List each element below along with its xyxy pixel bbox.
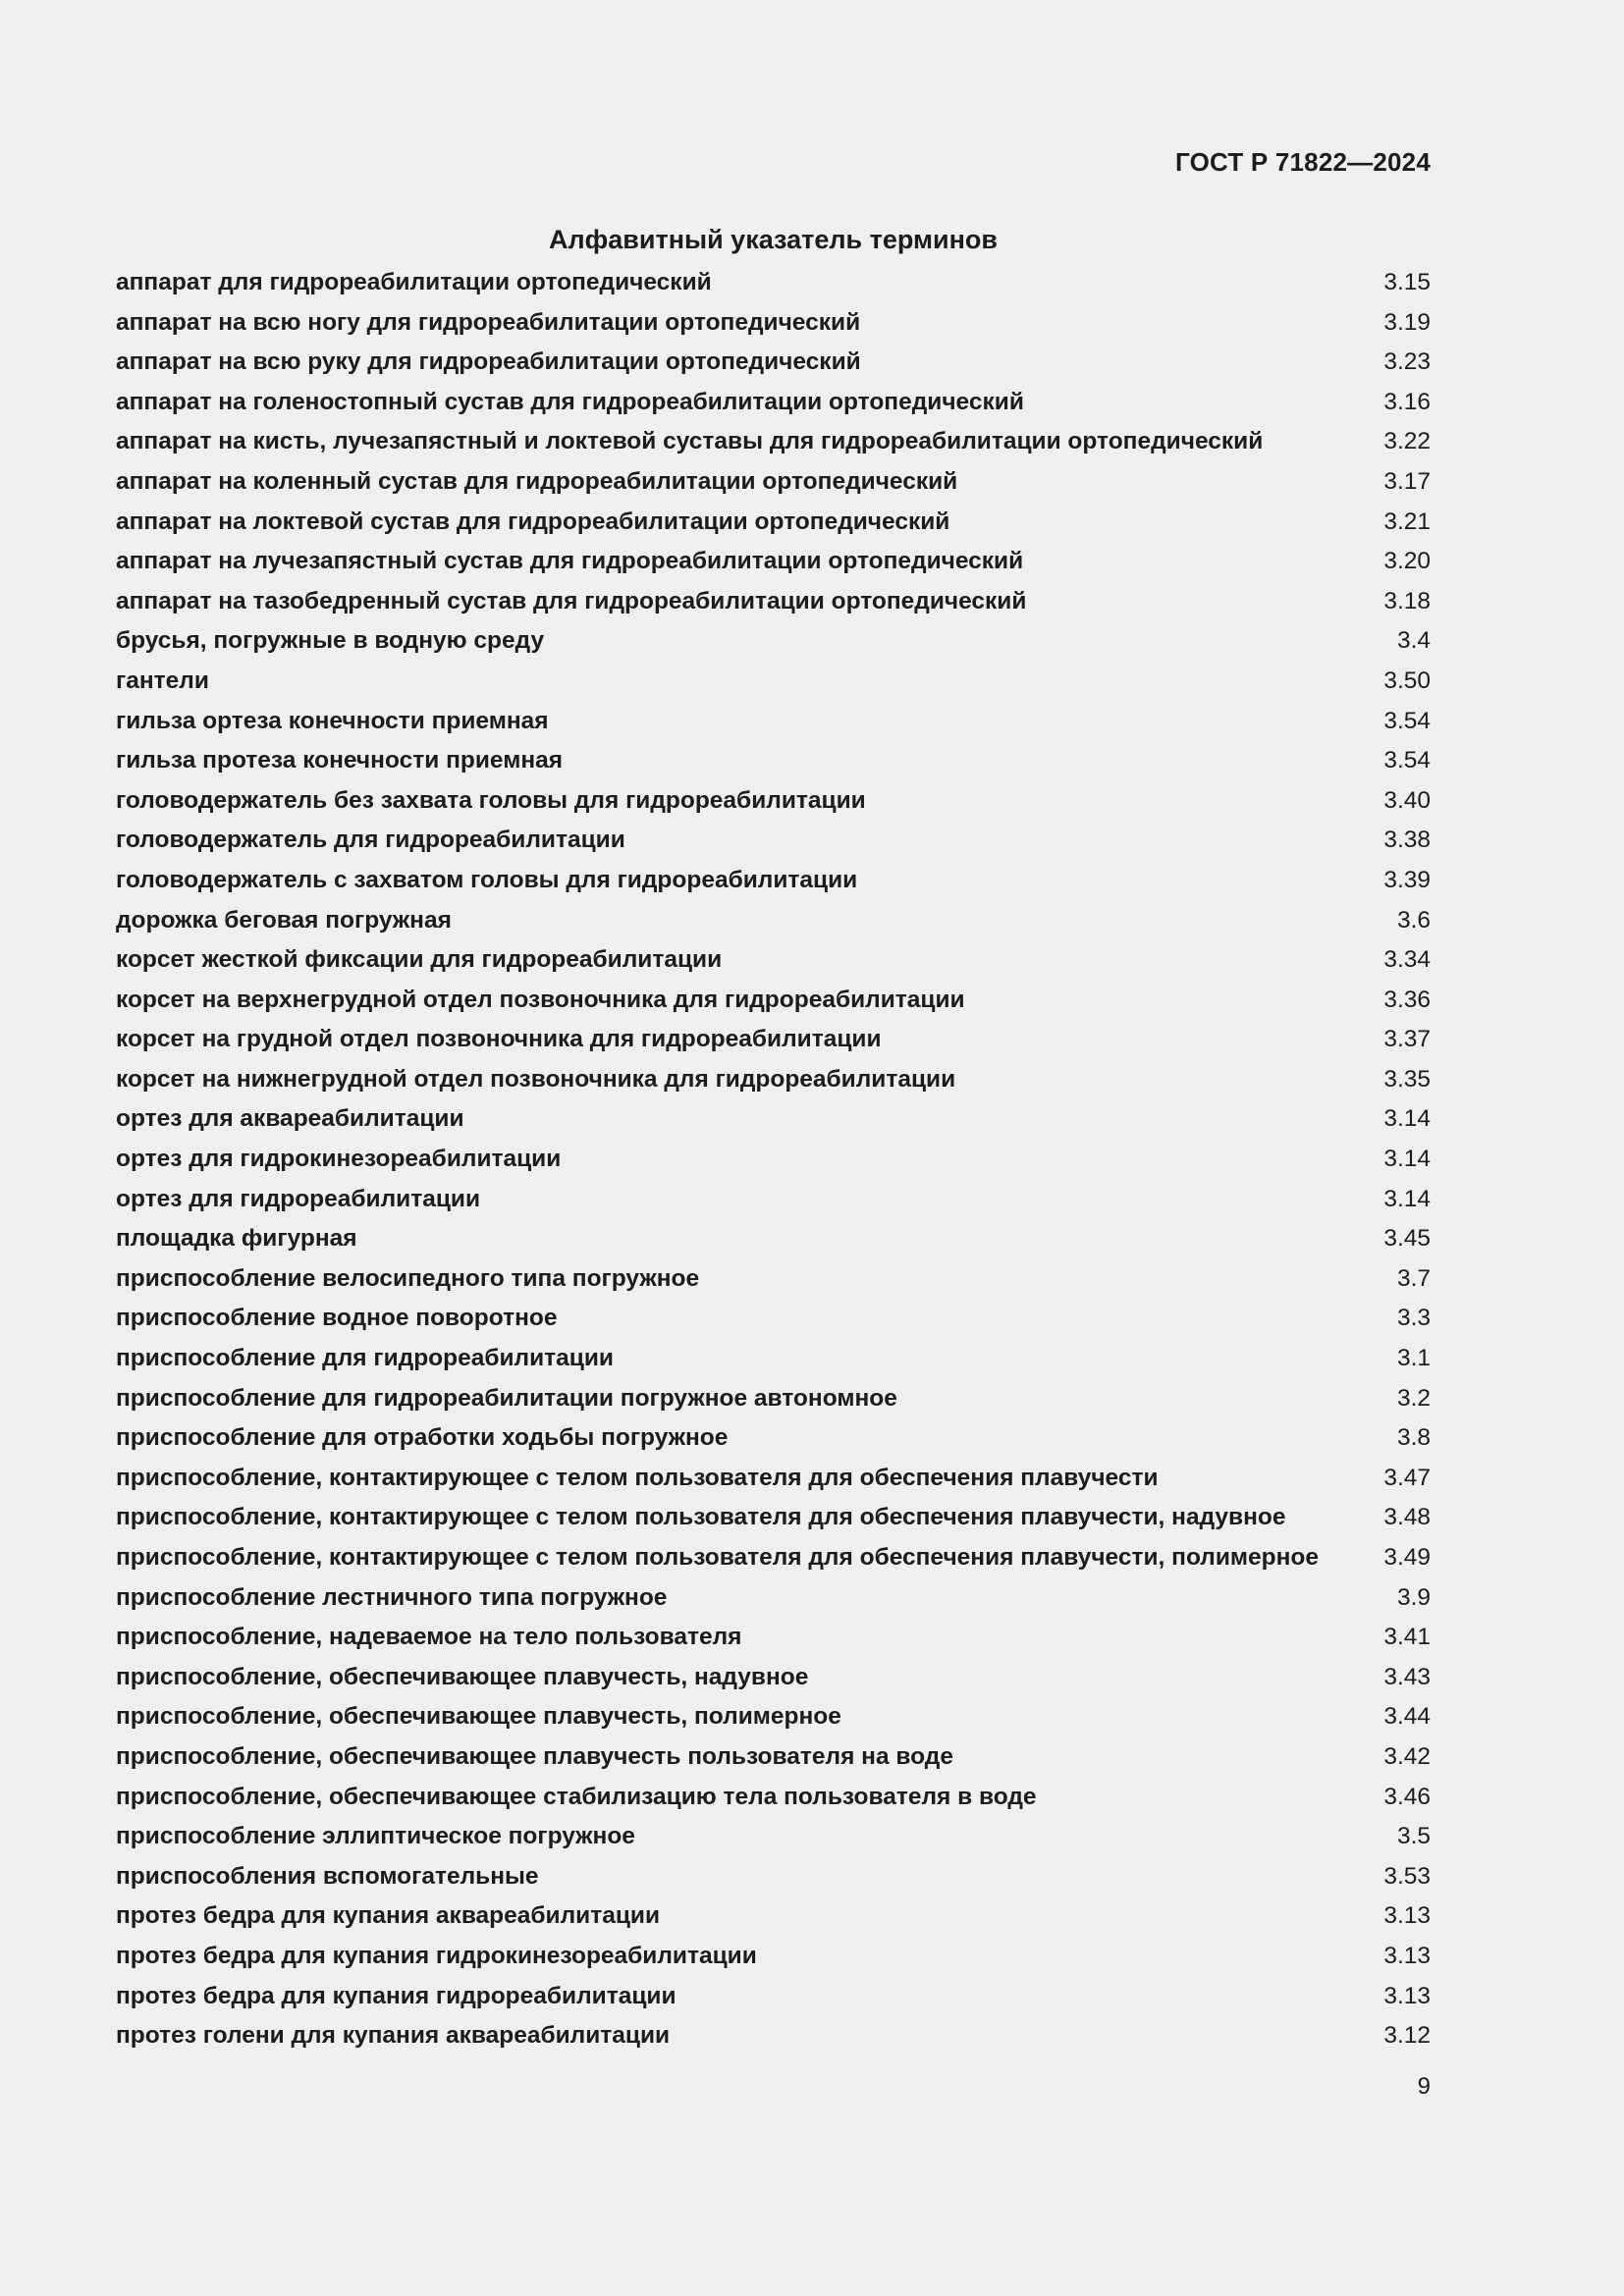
index-entry-term: головодержатель с захватом головы для гидрореабилитации [116, 866, 858, 893]
index-entry [116, 1418, 1431, 1459]
index-entry [116, 1697, 1431, 1737]
index-entry-reference: 3.15 [1383, 269, 1431, 295]
index-entry-reference: 3.43 [1383, 1663, 1431, 1690]
index-entry-reference: 3.36 [1383, 986, 1431, 1013]
index-entry-reference: 3.5 [1396, 1823, 1431, 1850]
index-entry-reference: 3.18 [1383, 587, 1431, 614]
index-entry-reference: 3.39 [1383, 866, 1431, 893]
index-entry [116, 1020, 1431, 1060]
index-entry-reference: 3.13 [1383, 1982, 1431, 2009]
index-entry-reference: 3.14 [1383, 1185, 1431, 1212]
index-entry-reference: 3.54 [1383, 707, 1431, 734]
index-entry [116, 1219, 1431, 1259]
index-entry-reference: 3.53 [1383, 1862, 1431, 1890]
index-entry-reference: 3.16 [1383, 388, 1431, 415]
index-entry [116, 1379, 1431, 1419]
index-entry-term: ортез для аквареабилитации [116, 1105, 464, 1133]
index-entry [116, 263, 1431, 303]
index-entry [116, 2016, 1431, 2056]
index-entry-term: приспособление для гидрореабилитации [116, 1345, 614, 1372]
index-entry-reference: 3.1 [1396, 1345, 1431, 1372]
index-entry-reference: 3.49 [1383, 1544, 1431, 1571]
index-entry-reference: 3.6 [1396, 906, 1431, 934]
index-entry-reference: 3.23 [1383, 348, 1431, 376]
index-entry [116, 462, 1431, 503]
index-entry-term: аппарат на всю руку для гидрореабилитации ортопедический [116, 348, 861, 376]
index-entry [116, 1737, 1431, 1778]
index-entry [116, 422, 1431, 462]
index-entry [116, 821, 1431, 861]
index-entry-reference: 3.4 [1396, 627, 1431, 655]
index-entry-term: приспособление, контактирующее с телом пользователя для обеспечения плавучести [116, 1464, 1159, 1491]
index-entry [116, 1099, 1431, 1140]
index-entry-reference: 3.38 [1383, 827, 1431, 854]
index-entry [116, 1937, 1431, 1977]
index-entry [116, 1857, 1431, 1897]
index-entry-term: приспособление для отработки ходьбы погружное [116, 1424, 729, 1452]
index-entry-term: ортез для гидрокинезореабилитации [116, 1146, 562, 1173]
index-entry [116, 303, 1431, 344]
index-entry-term: приспособление, контактирующее с телом пользователя для обеспечения плавучести, полимерное [116, 1544, 1320, 1571]
index-entry-term: приспособление, контактирующее с телом пользователя для обеспечения плавучести, надувное [116, 1504, 1286, 1531]
index-entry-term: протез бедра для купания аквареабилитации [116, 1902, 661, 1930]
index-entry [116, 1498, 1431, 1538]
index-entry-reference: 3.3 [1396, 1305, 1431, 1332]
document-code-header: ГОСТ Р 71822—2024 [1175, 147, 1431, 177]
index-entry-term: приспособления вспомогательные [116, 1862, 539, 1890]
index-entry-reference: 3.47 [1383, 1464, 1431, 1491]
index-entry-reference: 3.45 [1383, 1225, 1431, 1253]
index-entry-term: приспособление велосипедного типа погружное [116, 1264, 700, 1292]
index-entry-term: гантели [116, 667, 209, 694]
index-entry [116, 1259, 1431, 1300]
index-entry [116, 781, 1431, 822]
index-entry-reference: 3.35 [1383, 1065, 1431, 1093]
index-entry [116, 1060, 1431, 1100]
index-entry-reference: 3.13 [1383, 1942, 1431, 1969]
index-entry-reference: 3.12 [1383, 2022, 1431, 2050]
index-entry-reference: 3.37 [1383, 1026, 1431, 1053]
index-entry-term: корсет на грудной отдел позвоночника для гидрореабилитации [116, 1026, 882, 1053]
index-entry [116, 702, 1431, 742]
index-entry-term: аппарат на локтевой сустав для гидрореабилитации ортопедический [116, 507, 950, 535]
index-entry-reference: 3.20 [1383, 548, 1431, 575]
index-entry [116, 1778, 1431, 1818]
term-index-list [116, 263, 1431, 2056]
index-entry-term: приспособление эллиптическое погружное [116, 1823, 635, 1850]
index-entry-reference: 3.46 [1383, 1783, 1431, 1810]
index-entry [116, 621, 1431, 662]
index-entry-term: протез бедра для купания гидрореабилитации [116, 1982, 677, 2009]
index-entry [116, 383, 1431, 423]
index-entry-reference: 3.7 [1396, 1264, 1431, 1292]
index-entry-term: приспособление лестничного типа погружное [116, 1583, 668, 1611]
index-entry [116, 741, 1431, 781]
index-entry-term: ортез для гидрореабилитации [116, 1185, 481, 1212]
index-entry-term: площадка фигурная [116, 1225, 357, 1253]
index-entry-term: приспособление водное поворотное [116, 1305, 558, 1332]
index-entry-term: гильза протеза конечности приемная [116, 747, 564, 774]
index-entry [116, 662, 1431, 702]
index-entry-term: аппарат на всю ногу для гидрореабилитации ортопедический [116, 308, 861, 336]
index-entry-term: аппарат на коленный сустав для гидрореабилитации ортопедический [116, 467, 958, 495]
index-entry [116, 1140, 1431, 1180]
index-entry-term: протез голени для купания аквареабилитации [116, 2022, 671, 2050]
index-entry [116, 1658, 1431, 1698]
index-entry [116, 1459, 1431, 1499]
index-entry-term: аппарат на тазобедренный сустав для гидрореабилитации ортопедический [116, 587, 1027, 614]
index-entry-term: корсет на нижнегрудной отдел позвоночника для гидрореабилитации [116, 1065, 956, 1093]
index-entry-term: приспособление, обеспечивающее плавучесть, полимерное [116, 1703, 841, 1731]
index-entry-reference: 3.21 [1383, 507, 1431, 535]
index-entry-term: дорожка беговая погружная [116, 906, 452, 934]
index-entry [116, 981, 1431, 1021]
index-entry-reference: 3.40 [1383, 786, 1431, 814]
index-entry-term: приспособление для гидрореабилитации погружное автономное [116, 1384, 897, 1412]
index-entry [116, 542, 1431, 582]
index-entry [116, 503, 1431, 543]
index-entry-reference: 3.41 [1383, 1624, 1431, 1651]
index-entry-term: аппарат на кисть, лучезапястный и локтевой суставы для гидрореабилитации ортопедический [116, 428, 1264, 455]
index-entry-term: гильза ортеза конечности приемная [116, 707, 549, 734]
page-number: 9 [1417, 2073, 1431, 2100]
index-entry-reference: 3.34 [1383, 946, 1431, 974]
index-entry-term: брусья, погружные в водную среду [116, 627, 545, 655]
index-entry-reference: 3.54 [1383, 747, 1431, 774]
index-entry-term: аппарат для гидрореабилитации ортопедический [116, 269, 712, 295]
index-entry-term: головодержатель для гидрореабилитации [116, 827, 625, 854]
index-entry [116, 582, 1431, 622]
index-entry [116, 1896, 1431, 1937]
index-entry-term: приспособление, обеспечивающее плавучесть пользователя на воде [116, 1742, 953, 1770]
index-entry [116, 1180, 1431, 1220]
index-entry-reference: 3.50 [1383, 667, 1431, 694]
index-entry-reference: 3.9 [1396, 1583, 1431, 1611]
index-entry-reference: 3.22 [1383, 428, 1431, 455]
index-entry-term: приспособление, обеспечивающее стабилизацию тела пользователя в воде [116, 1783, 1037, 1810]
index-entry [116, 1817, 1431, 1857]
index-entry-term: аппарат на голеностопный сустав для гидрореабилитации ортопедический [116, 388, 1024, 415]
index-entry [116, 1977, 1431, 2017]
index-entry [116, 343, 1431, 383]
index-entry-term: аппарат на лучезапястный сустав для гидрореабилитации ортопедический [116, 548, 1024, 575]
index-entry-term: корсет жесткой фиксации для гидрореабилитации [116, 946, 723, 974]
index-entry-reference: 3.17 [1383, 467, 1431, 495]
index-entry [116, 1618, 1431, 1658]
index-entry [116, 861, 1431, 901]
index-entry-reference: 3.14 [1383, 1105, 1431, 1133]
index-entry-reference: 3.44 [1383, 1703, 1431, 1731]
index-entry [116, 1578, 1431, 1619]
index-entry-reference: 3.42 [1383, 1742, 1431, 1770]
index-entry-reference: 3.8 [1396, 1424, 1431, 1452]
index-entry-term: головодержатель без захвата головы для гидрореабилитации [116, 786, 866, 814]
index-entry-term: протез бедра для купания гидрокинезореабилитации [116, 1942, 757, 1969]
index-entry-term: приспособление, обеспечивающее плавучесть, надувное [116, 1663, 809, 1690]
index-entry [116, 940, 1431, 981]
index-entry-reference: 3.48 [1383, 1504, 1431, 1531]
index-entry-reference: 3.14 [1383, 1146, 1431, 1173]
index-entry-reference: 3.2 [1396, 1384, 1431, 1412]
index-entry [116, 1339, 1431, 1379]
index-entry-reference: 3.13 [1383, 1902, 1431, 1930]
index-entry-reference: 3.19 [1383, 308, 1431, 336]
index-title: Алфавитный указатель терминов [549, 225, 998, 254]
index-entry-term: приспособление, надеваемое на тело пользователя [116, 1624, 742, 1651]
index-entry-term: корсет на верхнегрудной отдел позвоночника для гидрореабилитации [116, 986, 965, 1013]
index-entry [116, 1538, 1431, 1578]
index-entry [116, 901, 1431, 941]
index-entry [116, 1299, 1431, 1339]
